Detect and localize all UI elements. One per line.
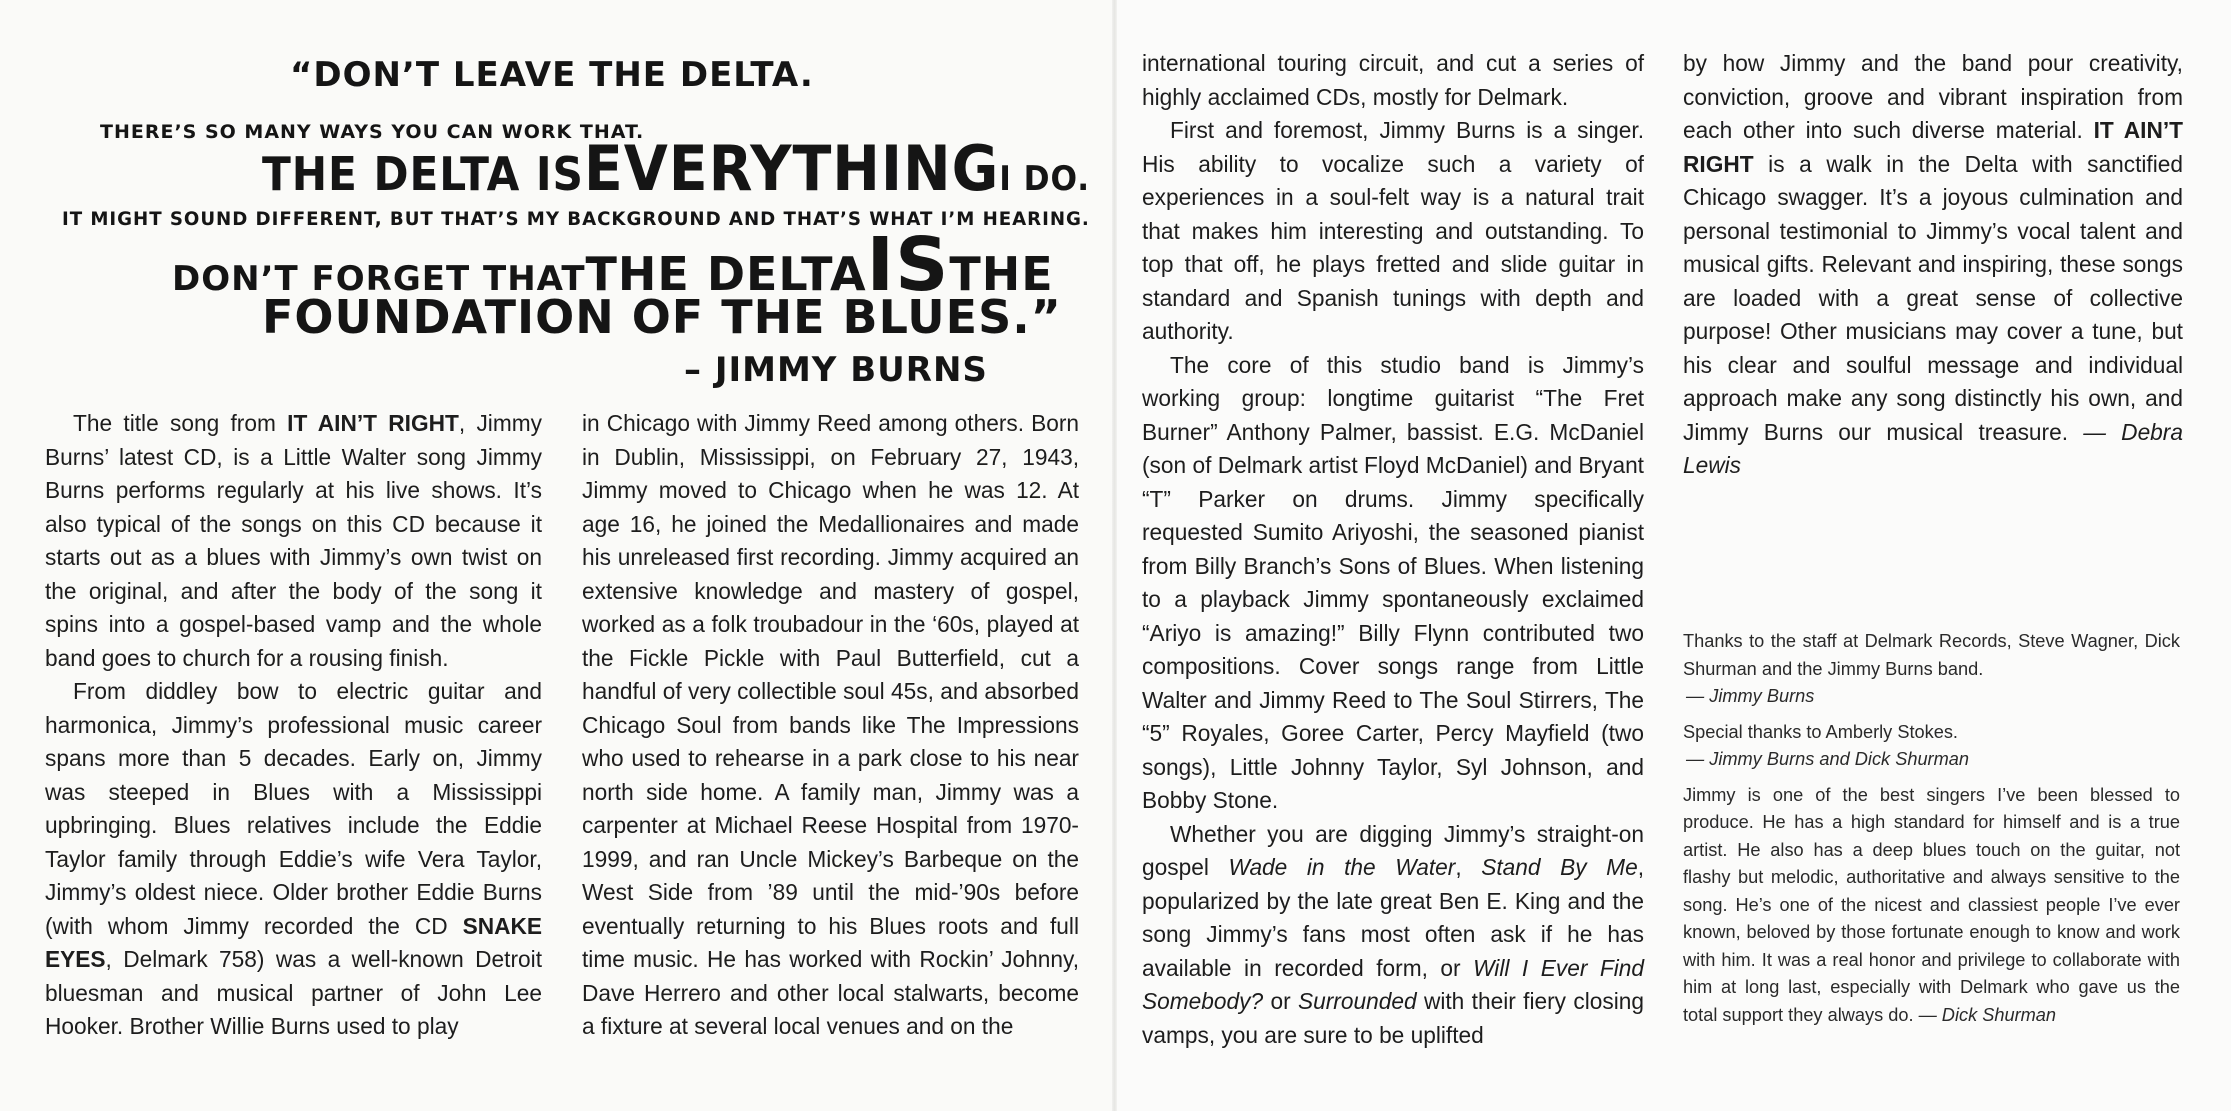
notes-column-3	[1142, 47, 1644, 1052]
quote-line-3	[262, 132, 1090, 205]
album-title: IT AIN’T RIGHT	[287, 410, 459, 436]
notes-paragraph: First and foremost, Jimmy Burns is a singer. His ability to vocalize such a variety of experiences in a soul-felt way is a natural trait that makes him interesting and outstanding. To top that off, he plays fretted and slide guitar in standard and Spanish tunings with depth and authority.	[1142, 117, 1644, 344]
quote-the: THE	[949, 247, 1054, 301]
center-fold	[1112, 0, 1117, 1111]
notes-column-1	[45, 407, 542, 1044]
album-title: IT AIN’T RIGHT	[1683, 117, 2183, 177]
notes-column-2	[582, 407, 1079, 1044]
notes-paragraph: in Chicago with Jimmy Reed among others. Born in Dublin, Mississippi, on February 27, 1943, Jimmy moved to Chicago when he was 12. At age 16, he joined the Medallionaires and made his unreleased first recording. Jimmy acquired an extensive knowledge and mastery of gospel, worked as a folk troubadour in the ‘60s, played at the Fickle Pickle with Paul Butterfield, cut a handful of very collectible soul 45s, and absorbed Chicago Soul from bands like The Impressions who used to rehearse in a park close to his near north side home. A family man, Jimmy was a carpenter at Michael Reese Hospital from 1970-1999, and ran Uncle Mickey’s Barbeque on the West Side from ’89 until the mid-’90s before eventually returning to his Blues roots and full time music. He has worked with Rockin’ Johnny, Dave Herrero and other local stalwarts, become a fixture at several local venues and on the	[582, 410, 1079, 1039]
quote-delta-is: THE DELTA IS	[262, 147, 584, 201]
song-title: Will I Ever Find Somebody?	[1142, 954, 1644, 1014]
notes-paragraph: international touring circuit, and cut a series of highly acclaimed CDs, mostly for Delmark.	[1142, 50, 1644, 110]
thanks-jimmy-signature: — Jimmy Burns	[1686, 686, 1815, 706]
song-title: Wade in the Water	[1228, 854, 1456, 880]
thanks-amberly: Special thanks to Amberly Stokes.	[1683, 721, 1958, 742]
notes-paragraph: Whether you are digging Jimmy’s straight-on gospel Wade in the Water, Stand By Me, popularized by the late great Ben E. King and the song Jimmy’s fans most often ask if he has available in recorded form, or Will I Ever Find Somebody? or Surrounded with their fiery closing vamps, you are sure to be uplifted	[1142, 820, 1644, 1048]
credits-block	[1683, 628, 2180, 1029]
quote-line-1: “DON’T LEAVE THE DELTA.	[290, 55, 814, 95]
quote-dont-forget: DON’T FORGET THAT	[172, 259, 586, 299]
quote-i-do: I DO.	[999, 159, 1091, 199]
quote-line-2: THERE’S SO MANY WAYS YOU CAN WORK THAT.	[100, 121, 645, 143]
song-title: Surrounded	[1298, 988, 1417, 1014]
quote-the-delta: THE DELTA	[585, 247, 867, 301]
quote-attribution: – JIMMY BURNS	[684, 350, 988, 390]
quote-is: IS	[866, 222, 950, 308]
notes-paragraph: by how Jimmy and the band pour creativity, conviction, groove and vibrant inspiration from each other into such diverse material. IT AIN’T RIGHT is a walk in the Delta with sanctified Chicago swagger. It’s a joyous culmination and personal testimonial to Jimmy’s vocal talent and musical gifts. Relevant and inspiring, these songs are loaded with a great sense of collective purpose! Other musicians may cover a tune, but his clear and soulful message and individual approach make any song distinctly his own, and Jimmy Burns our musical treasure. — Debra Lewis	[1683, 50, 2183, 478]
quote-line-6: FOUNDATION OF THE BLUES.”	[262, 290, 1062, 344]
author-signature: — Debra Lewis	[1683, 418, 2183, 478]
thanks-amberly-signature: — Jimmy Burns and Dick Shurman	[1686, 749, 1969, 769]
notes-column-4	[1683, 47, 2183, 483]
notes-paragraph: The core of this studio band is Jimmy’s working group: longtime guitarist “The Fret Burner” Anthony Palmer, bassist. E.G. McDaniel (son of Delmark artist Floyd McDaniel) and Bryant “T” Parker on drums. Jimmy specifically requested Sumito Ariyoshi, the seasoned pianist from Billy Branch’s Sons of Blues. When listening to a playback Jimmy spontaneously exclaimed “Ariyo is amazing!” Billy Flynn contributed two compositions. Cover songs range from Little Walter and Jimmy Reed to The Soul Stirrers, The “5” Royales, Goree Carter, Percy Mayfield (two songs), Little Johnny Taylor, Syl Johnson, and Bobby Stone.	[1142, 351, 1644, 813]
quote-everything: EVERYTHING	[583, 132, 1000, 205]
producer-tribute: Jimmy is one of the best singers I’ve been blessed to produce. He has a high standard for himself and is a true artist. He also has a deep blues touch on the guitar, not flashy but melodic, authoritative and always sensitive to the song. He’s one of the nicest and classiest people I’ve ever known, beloved by those fortunate enough to know and work with him. It was a real honor and privilege to collaborate with him at long last, especially with Delmark who gave us the total support they always do. — Dick Shurman	[1683, 784, 2180, 1025]
thanks-jimmy: Thanks to the staff at Delmark Records, Steve Wagner, Dick Shurman and the Jimmy Burns band.	[1683, 631, 2180, 679]
song-title: Stand By Me	[1481, 854, 1638, 880]
left-page	[0, 0, 1115, 1111]
quote-line-4: IT MIGHT SOUND DIFFERENT, BUT THAT’S MY BACKGROUND AND THAT’S WHAT I’M HEARING.	[62, 208, 1090, 230]
album-title: SNAKE EYES	[45, 912, 542, 972]
notes-paragraph: The title song from IT AIN’T RIGHT, Jimmy Burns’ latest CD, is a Little Walter song Jimmy Burns performs regularly at his live shows. It’s also typical of the songs on this CD because it starts out as a blues with Jimmy’s own twist on the original, and after the body of the song it spins into a gospel-based vamp and the whole band goes to church for a rousing finish.	[45, 410, 542, 671]
notes-paragraph: From diddley bow to electric guitar and harmonica, Jimmy’s professional music career spans more than 5 decades. Early on, Jimmy was steeped in Blues with a Mississippi upbringing. Blues relatives include the Eddie Taylor family through Eddie’s wife Vera Taylor, Jimmy’s oldest niece. Older brother Eddie Burns (with whom Jimmy recorded the CD SNAKE EYES, Delmark 758) was a well-known Detroit bluesman and musical partner of John Lee Hooker. Brother Willie Burns used to play	[45, 678, 542, 1039]
producer-signature: — Dick Shurman	[1918, 1004, 2057, 1025]
